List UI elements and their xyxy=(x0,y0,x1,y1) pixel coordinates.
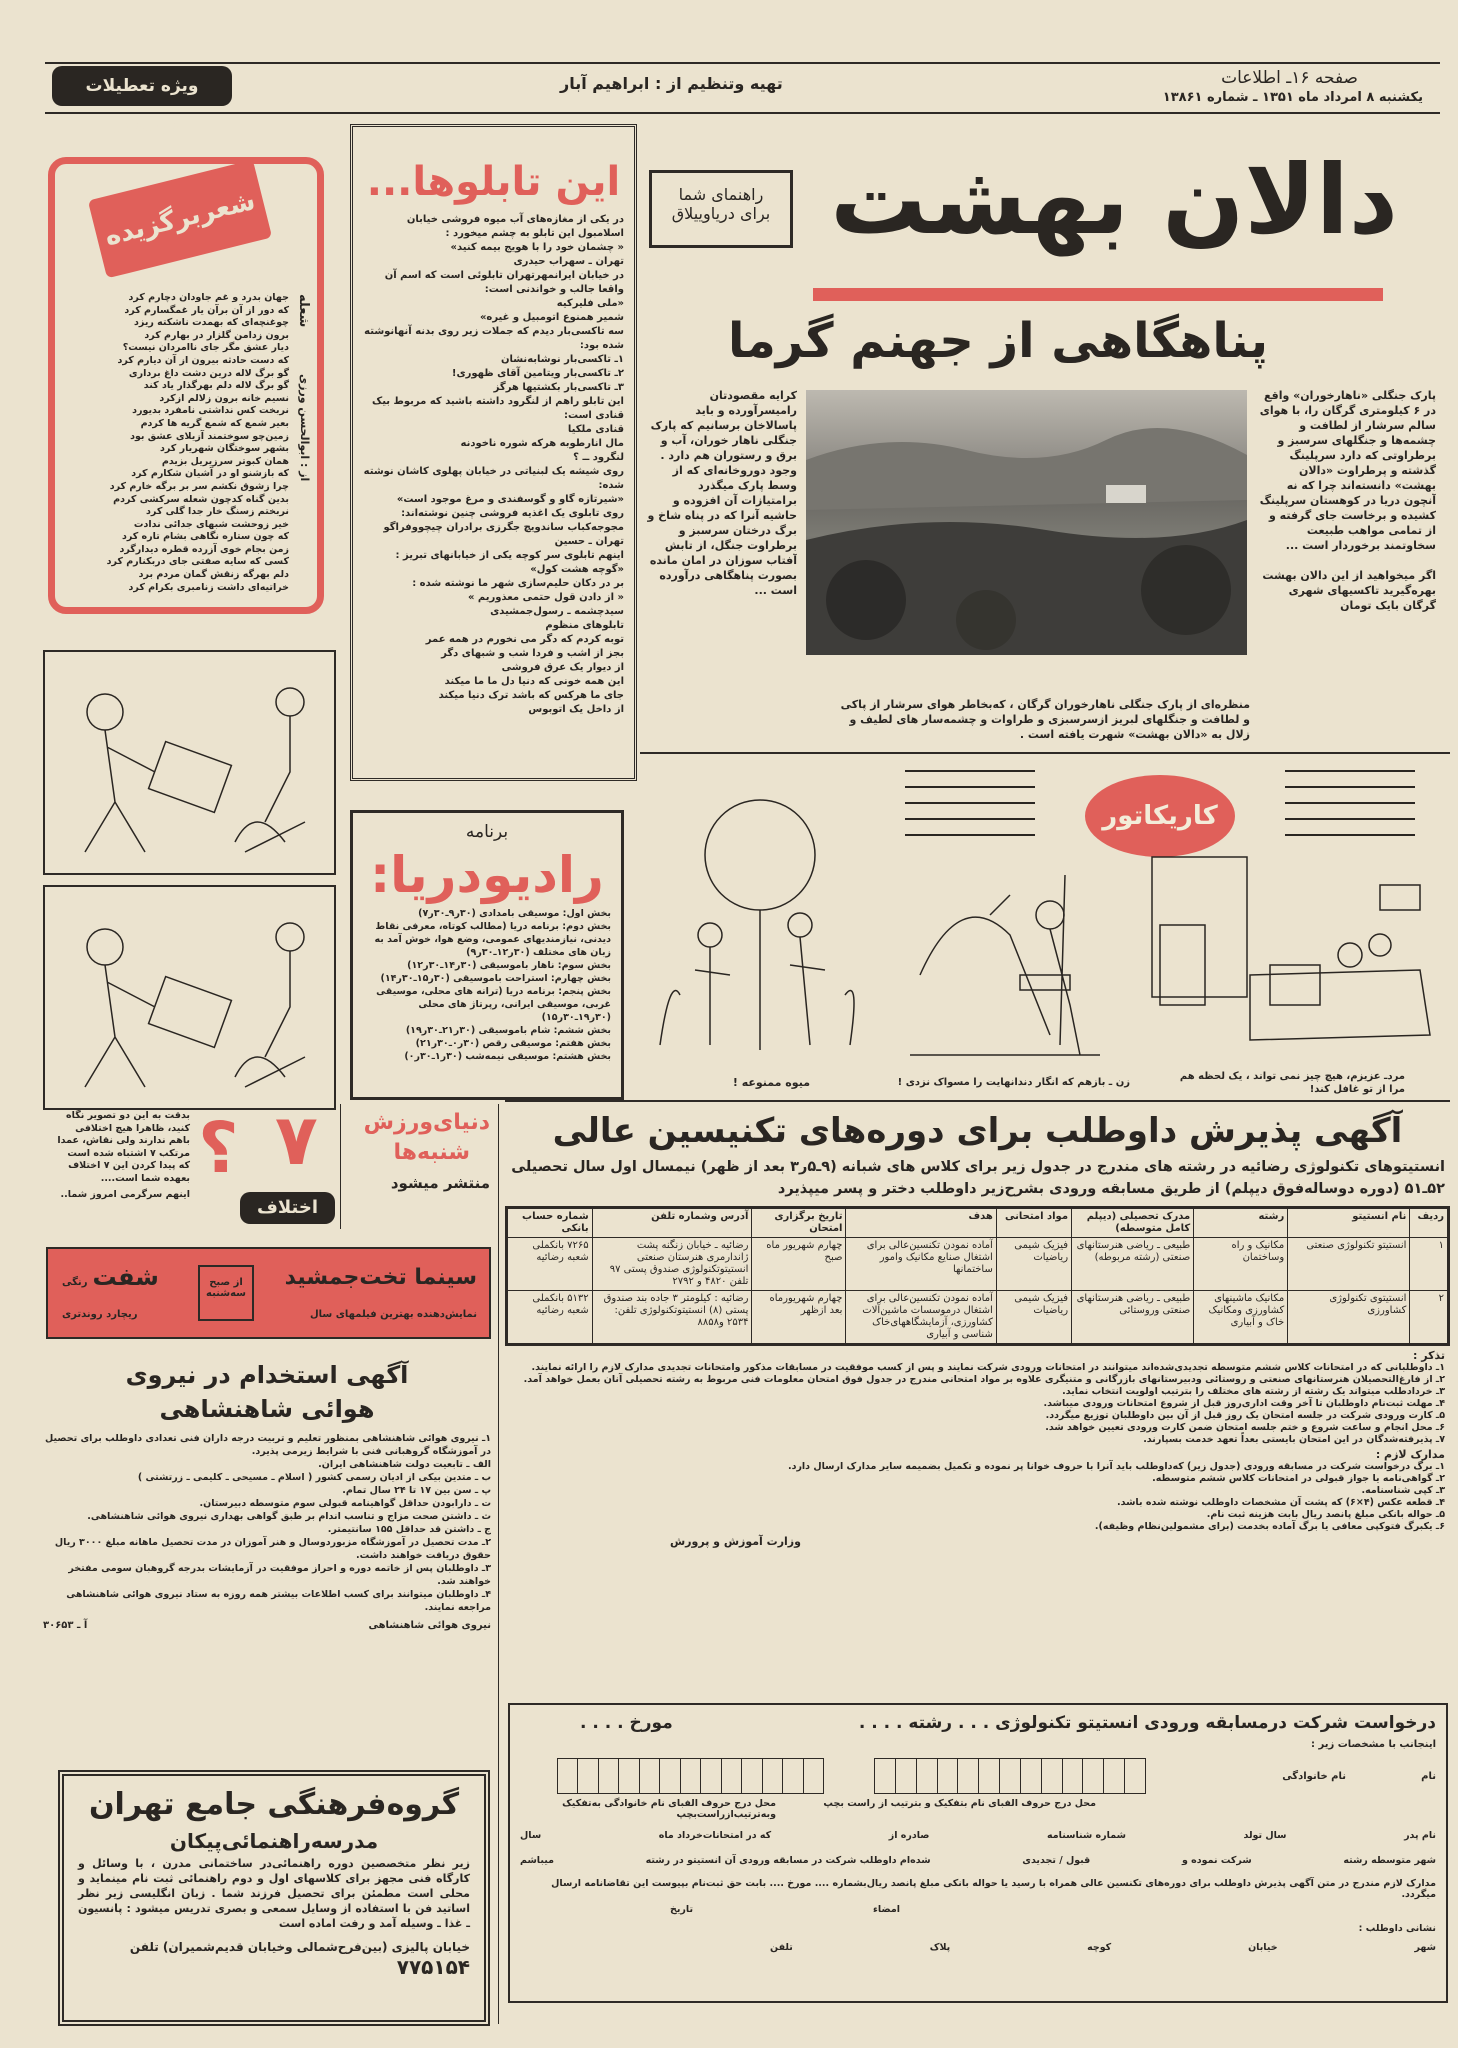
table-cell: ۲ xyxy=(1410,1291,1448,1344)
tablo-list xyxy=(363,213,624,717)
table-cell: مکانیک ماشینهای کشاورزی ومکانیک خاک و آبیاری xyxy=(1194,1291,1288,1344)
poem-line: جهان بدرد و غم جاودان دچارم کرد xyxy=(128,292,289,303)
caricature-caption-2: زن ـ بازهم که انگار دندانهایت را مسواک نزدی ! xyxy=(897,1077,1130,1088)
peykan-subtitle: مدرسه‌راهنمائی‌پیکان xyxy=(169,1829,379,1853)
airforce-body xyxy=(43,1432,491,1614)
poem-line: کسی که سایه صفتی جای دربکنارم کرد xyxy=(106,556,289,568)
park-photo xyxy=(806,390,1247,655)
article-col-right xyxy=(1256,388,1436,688)
last-name-label: نام خانوادگی xyxy=(1282,1770,1346,1782)
article-text: پارک جنگلی «ناهارخوران» واقع در ۶ کیلومتری گرگان را، با هوای سالم سرشار از لطافت و چشمه‌ها و جنگلهای سرسبز و برطراوتی که دارد سرپلینگ گذشته و پرطراوت «دالان بهشت» دانسته‌اند چرا که نه آنچون دریا در کوهستان سرپلینگ کشیده و برخاست جای گرفته و از تمامی مواهب طبیعت سخاوتمند برخوردار است ... xyxy=(1259,389,1436,552)
radio-item: بخش هفتم: موسیقی رقص (۳۰ر۰ـ۳۰ر۲۱) xyxy=(415,1038,611,1049)
differences-badge: اختلاف xyxy=(240,1192,335,1224)
table-header: هدف xyxy=(846,1209,996,1238)
tech-ad-title: آگهی پذیرش داوطلب برای دوره‌های تکنیسین عالی xyxy=(552,1111,1403,1151)
table-cell: انستیتوی تکنولوژی کشاورزی xyxy=(1288,1291,1410,1344)
application-form xyxy=(508,1703,1448,2003)
airforce-title-1: آگهی استخدام در نیروی xyxy=(125,1361,409,1389)
doc-item: ۱ـ برگ درخواست شرکت در مسابقه ورودی (جدول زیر) که‌داوطلب باید آنرا با حروف خوانا پر نموده و تکمیل بضمیمه سایر مدارک ارسال دارد. xyxy=(787,1461,1445,1472)
airforce-clause: الف ـ تابعیت دولت شاهنشاهی ایران. xyxy=(318,1459,491,1470)
tech-ad xyxy=(505,1108,1450,1698)
red-divider xyxy=(813,288,1383,301)
radio-item: بخش هشتم: موسیقی نیمه‌شب (۳۰ر۱ـ۳۰ر۰) xyxy=(404,1051,611,1062)
airforce-clause: ت ـ دارابودن حداقل گواهینامه قبولی سوم متوسطه دبیرستان. xyxy=(199,1498,491,1509)
sports-promo xyxy=(345,1108,490,1192)
note-item: ۱ـ داوطلبانی که در امتحانات کلاس ششم متوسطه تجدیدی‌شده‌اند میتوانند در امتحانات ورودی شرکت نمایند و پس از کسب موفقیت در مسابقات مذکور وامتحانات تجدیدی مدارک لازم را ارائه نمایند. xyxy=(531,1362,1445,1373)
tablo-item: تهران ـ حسین xyxy=(554,536,624,547)
poem-line: زمین‌چو سوختمند آزیلای عشق بود xyxy=(130,430,289,442)
poem-line: نربخت کس نداشتی نامفرد بدیورد xyxy=(132,405,289,417)
tech-ad-intro: انستیتوهای تکنولوژی رضائیه در رشته های مندرج در جدول زیر برای کلاس های شبانه (۹ـ۵ر۳ بعد از ظهر) نیمسال اول سال تحصیلی ۵۲ـ۵۱ (دوره دوساله‌فوق دیپلم) از طریق مسابقه ورودی بشرح‌زیر داوطلب دختر و پسر میپذیرد xyxy=(511,1159,1445,1197)
tablo-item: از دیوار یک عرق فروشی xyxy=(501,662,624,673)
last-name-cells[interactable] xyxy=(557,1758,824,1794)
radio-item: بخش ششم: شام باموسیقی (۳۰ر۲۱ـ۳۰ر۱۹) xyxy=(405,1025,611,1036)
table-header: شماره حساب بانکی xyxy=(508,1209,593,1238)
tablo-item: تهران ـ سهراب حیدری xyxy=(513,256,624,267)
tablo-item: مال انارطوبه هرکه شوره ناخودنه xyxy=(460,438,624,449)
differences-footer: اینهم سرگرمی امروز شما.. xyxy=(60,1189,190,1200)
difference-cartoon-bottom xyxy=(43,885,336,1110)
table-cell: چهارم شهریورماه بعد ازظهر xyxy=(752,1291,846,1344)
airforce-clause: پ ـ سن بین ۱۷ تا ۲۴ سال تمام. xyxy=(342,1485,491,1496)
radio-item: بخش اول: موسیقی بامدادی (۳۰ر۹ـ۳۰ر۷) xyxy=(418,908,611,919)
tablo-item: روی شیشه یک لبنیاتی در خیابان پهلوی کاشان نوشته شده: xyxy=(363,466,624,491)
poem-lines xyxy=(69,292,289,594)
doc-item: ۵ـ حواله بانکی مبلغ پانصد ریال بابت هزینه ثبت نام. xyxy=(1206,1509,1445,1520)
poem-line: که دور از آن برآن یار غمگسارم کرد xyxy=(124,304,289,316)
peykan-phone: ۷۷۵۱۵۴ xyxy=(396,1955,470,1979)
form-field-label[interactable]: سال تولد xyxy=(1243,1830,1287,1841)
film-title-group xyxy=(62,1263,159,1291)
peykan-title: گروه‌فرهنگی جامع تهران xyxy=(88,1787,460,1822)
cinema-ad xyxy=(46,1247,491,1339)
ministry-signature: وزارت آموزش و پرورش xyxy=(670,1535,801,1548)
table-cell: انستیتو تکنولوژی صنعتی xyxy=(1288,1238,1410,1291)
poem-line: گو برگ لاله دلم بهرگذار یاد کند xyxy=(143,380,289,392)
doc-item: ۶ـ یکبرگ فتوکپی معافی یا برگ آماده بخدمت (برای مشمولین‌نظام وظیفه). xyxy=(1094,1521,1445,1532)
form-statement: مدارک لازم مندرج در متن آگهی پذیرش داوطلب برای دوره‌های تکنسین عالی همراه با رسید یا حواله بانکی مبلغ پانصد ریال‌بشماره .... مورخ .... بابت حق ثبت‌نام بپیوست این تقاضانامه ارسال میگردد. xyxy=(551,1878,1436,1900)
poem-line: دلم بهرگه زنقش گمان مردم برد xyxy=(138,569,289,581)
form-field-label[interactable]: صادره از xyxy=(888,1830,930,1841)
note-item: ۲ـ از فارغ‌التحصیلان هنرستانهای صنعتی و روستائی ودبیرستانهای بازرگانی و متنیگری علاوه بر مواد امتحانی مندرج در جدول فوق امتحان معلومات فنی مربوط به رشته تحصیلی آنان بعمل خواهد آمد. xyxy=(523,1374,1445,1385)
table-cell: چهارم شهریور ماه صبح xyxy=(752,1238,846,1291)
poem-line: نسیم خانه برون زلالم ازکرد xyxy=(159,392,289,404)
poem-line: خراتیه‌ای داشت زنامبری بکرام کرد xyxy=(128,581,289,593)
address-field[interactable]: تلفن xyxy=(770,1942,793,1953)
address-label: نشانی داوطلب : xyxy=(1358,1923,1436,1934)
feature-title: دالان بهشت xyxy=(830,144,1398,256)
form-field-label[interactable]: شهر متوسطه رشته xyxy=(1343,1855,1436,1866)
form-field-label[interactable]: شماره شناسنامه xyxy=(1047,1830,1126,1841)
cartoon-forbidden-fruit xyxy=(650,795,870,1060)
tablo-item: شمیر همنوع اتومبیل و غیره» xyxy=(479,312,624,323)
table-cell: مکانیک و راه وساختمان xyxy=(1194,1238,1288,1291)
radio-item: بخش چهارم: استراحت باموسیقی (۳۰ر۱۵ـ۳۰ر۱۴) xyxy=(380,973,611,984)
doc-item: ۴ـ قطعه عکس (۴×۶) که پشت آن مشخصات داوطلب نوشته شده باشد. xyxy=(1116,1497,1445,1508)
poem-line: دیار عشق مگر جای ناامردان نیست؟ xyxy=(122,342,289,354)
note-item: ۵ـ کارت ورودی شرکت در جلسه امتحان یک روز قبل از آن بین داوطلبان توزیع میگردد. xyxy=(1045,1410,1445,1421)
airforce-clause: ۴ـ داوطلبان میتوانند برای کسب اطلاعات بیشتر همه روزه به ستاد نیروی هوائی شاهنشاهی مراجعه نمایند. xyxy=(66,1589,491,1613)
sports-subtitle: منتشر میشود xyxy=(390,1174,490,1192)
form-field-label[interactable]: شده‌ام داوطلب شرکت در مسابقه ورودی آن انستیتو در رشته xyxy=(645,1855,931,1866)
poem-author: از : ابوالحسن ورزی xyxy=(298,374,311,482)
airforce-clause: ۳ـ داوطلبان پس از خاتمه دوره و احراز موفقیت در آزمایشات بدرجه گروهبان سومی مفتخر خواهند شد. xyxy=(68,1563,491,1587)
radio-pretitle: برنامه xyxy=(465,822,509,842)
form-field-label[interactable]: که در امتحانات‌خرداد ماه xyxy=(658,1830,772,1841)
tablo-item: توبه کردم که دگر می نخورم در همه عمر xyxy=(425,634,624,645)
airforce-signature: نیروی هوائی شاهنشاهی xyxy=(368,1620,491,1631)
first-name-hint: محل درج حروف الفبای نام بتفکیک و بترتیب از راست بچپ xyxy=(823,1798,1096,1809)
tablo-item: تابلوهای منظوم xyxy=(545,620,624,631)
poem-side-label: شعله xyxy=(296,294,311,328)
tablo-box xyxy=(350,124,637,781)
poem-line: بعیر شمع که شمع گریه ها کردم xyxy=(140,417,289,429)
table-header: مواد امتحانی xyxy=(996,1209,1071,1238)
last-name-hint: محل درج حروف الفبای نام خانوادگی به‌تفکیک وبه‌ترتیب‌ازراست‌بچپ xyxy=(562,1798,776,1820)
poem-line: برون زدامن گلزار در بهارم کرد xyxy=(144,329,289,341)
poem-line: که چون ستاره نگاهی بشام تاره کرد xyxy=(121,531,289,543)
differences-text xyxy=(55,1110,190,1202)
doc-item: ۳ـ کپی شناسنامه. xyxy=(1361,1485,1445,1496)
differences-number: ۷ xyxy=(275,1099,318,1181)
table-cell: فیزیک شیمی ریاضیات xyxy=(996,1238,1071,1291)
table-header-row xyxy=(508,1209,1448,1238)
cartoon-tv-couple xyxy=(1150,855,1440,1070)
table-header: آدرس وشماره تلفن xyxy=(592,1209,752,1238)
peykan-body: زیر نظر متخصصین دوره راهنمائی‌در ساختمانی مدرن ، با وسائل و کارگاه فنی مجهز برای کلاسهای اول و دوم راهنمائی ثبت نام مینماید و محلی است مطمئن برای تحصیل فرزند شما . زبان انگلیسی زیر نظر اساتید فن با استفاده از وسایل سمعی و بصری تدریس میشود : پانسیون ـ غذا ـ وسیله آمد و رفت اماده است xyxy=(78,1857,470,1930)
note-item: ۴ـ مهلت ثبت‌نام داوطلبان تا آخر وقت اداری‌روز قبل از شروع امتحانات ورودی میباشد. xyxy=(1043,1398,1445,1409)
docs-title: مدارک لازم : xyxy=(1375,1448,1445,1461)
cinema-tagline: نمایش‌دهنده بهترین فیلمهای سال xyxy=(310,1309,477,1320)
table-cell: رضائیه ـ خیابان زنگنه پشت ژاندارمری هنرستان صنعتی انستیتوتکنولوژی صندوق پستی ۹۷ تلفن ۴۸۲۰ و ۲۷۹۲ xyxy=(592,1238,752,1291)
tablo-item: «گوچه هشت کول» xyxy=(530,564,624,575)
airforce-ad xyxy=(43,1358,491,1758)
radio-item: بخش سوم: ناهار باموسیقی (۳۰ر۱۴ـ۳۰ر۱۲) xyxy=(407,960,611,971)
feature-subtitle: پناهگاهی از جهنم گرما xyxy=(728,313,1268,369)
poem-line: گو برگ لاله درین دشت داغ برداری xyxy=(128,367,289,379)
radio-title: رادیودریا: xyxy=(370,846,604,904)
form-field-label[interactable]: میباشم xyxy=(520,1855,555,1866)
table-row xyxy=(508,1238,1448,1291)
guide-box xyxy=(649,170,793,248)
poem-line: بشهر سوختگان شهریار کرد xyxy=(160,443,289,455)
airforce-clause: ج ـ داشتن قد حداقل ۱۵۵ سانتیمتر. xyxy=(327,1524,491,1535)
guide-line-1: راهنمای شما xyxy=(678,185,764,204)
signature-field[interactable]: امضاء xyxy=(873,1904,900,1915)
note-item: ۳ـ خردادطلب میتواند یک رشته از رشته های مختلف را بترتیب اولویت انتخاب نماید. xyxy=(1062,1386,1445,1397)
radio-item: بخش دوم: برنامه دریا (مطالب کوتاه، معرفی نقاط دیدنی، نیازمندیهای عمومی، وضع هوا، خوش آمد به زبان های مختلف (۳۰ر۱۲ـ۳۰ر۹) xyxy=(374,921,611,958)
tablo-item: ۱ـ تاکسی‌بار نوشابه‌نشان xyxy=(500,354,624,365)
tablo-item: بر در دکان حلیم‌سازی شهر ما نوشته شده : xyxy=(412,578,624,589)
airforce-title-2: هوائی شاهنشاهی xyxy=(159,1395,375,1423)
radio-box xyxy=(350,810,624,1100)
tablo-item: از داخل یک اتوبوس xyxy=(528,704,624,715)
tablo-item: در یکی از مغازه‌های آب میوه فروشی خیابان اسلامبول این تابلو به چشم میخورد : xyxy=(406,214,624,239)
note-item: ۷ـ پذیرفته‌شدگان در این امتحان بایستی بعداً تعهد خدمت بسپارند. xyxy=(1143,1434,1445,1445)
photo-caption: منظره‌ای از پارک جنگلی ناهارخوران گرگان ، که‌بخاطر هوای سرشار از پاکی و لطافت و جنگلهای لبریز ازسرسبزی و طراوات و چشمه‌سار های لطیف و زلال به «دالان بهشت» شهرت یافته است . xyxy=(840,698,1250,741)
peykan-ad xyxy=(58,1770,490,2026)
tablo-item: سیدچشمه ـ رسول‌جمشیدی xyxy=(490,606,624,617)
peykan-address: خیابان پالیزی (بین‌فرح‌شمالی وخیابان قدیم‌شمیران) تلفن xyxy=(129,1940,470,1954)
page-label: صفحه ۱۶ـ اطلاعات xyxy=(1221,68,1358,88)
cartoon-hospital xyxy=(900,855,1130,1065)
cartoon-illustration xyxy=(45,887,334,1108)
airforce-clause: ب ـ متدین بیکی از ادیان رسمی کشور ( اسلام ـ مسیحی ـ کلیمی ـ زرتشتی ) xyxy=(137,1472,491,1483)
form-field-label[interactable]: سال xyxy=(520,1830,542,1841)
tablo-item: سه تاکسی‌بار دیدم که جملات زیر روی بدنه آنهانوشته شده بود: xyxy=(364,326,624,351)
airforce-clause: ث ـ داشتن صحت مزاج و تناسب اندام بر طبق گواهی بهداری نیروی هوائی شاهنشاهی. xyxy=(87,1511,491,1522)
tablo-item: «شیرتازه گاو و گوسفندی و مرغ موجود است» xyxy=(396,494,624,505)
programs-table xyxy=(507,1208,1448,1344)
poem-line: نربختم زسنگ خار جدا گلی کرد xyxy=(146,506,289,518)
table-cell: ۷۲۶۵ بانکملی شعبه رضائیه xyxy=(508,1238,593,1291)
table-cell: آماده نمودن تکنسین‌عالی برای اشتغال درموسسات ماشین‌آلات کشاورزی، آزمایشگاههای‌خاک شناسی و آبیاری xyxy=(846,1291,996,1344)
address-field[interactable]: شهر xyxy=(1414,1942,1436,1953)
tablo-item: « از دادن قول حتمی معذوریم » xyxy=(467,592,624,603)
poem-line: که دست حادثه بیرون از آن دیارم کرد xyxy=(117,354,289,366)
airforce-clause: ۲ـ مدت تحصیل در آموزشگاه مزبوردوسال و هنر آموزان در مدت تحصیل ماهانه مبلغ ۳۰۰۰ ریال حقوق دریافت خواهند داشت. xyxy=(54,1537,491,1561)
poem-title: شعربرگزیده xyxy=(88,160,272,279)
peykan-address-line xyxy=(78,1936,470,1979)
poem-line: چرا زشوق نکشم سر بر برگه خارم کرد xyxy=(109,480,289,492)
tablo-item: ۳ـ تاکسی‌بار بکشتیها هرگز xyxy=(493,382,624,393)
table-cell: آماده نمودن تکنسین‌عالی برای اشتغال صنایع مکانیک وامور ساختمانها xyxy=(846,1238,996,1291)
film-title: شفت xyxy=(92,1263,159,1291)
tablo-item: قنادی ملکیا xyxy=(567,424,624,435)
differences-instructions: بدقت به این دو تصویر نگاه کنید، ظاهرا هیچ اختلافی باهم ندارند ولی نقاش، عمدا مرتکب ۷ اشتباه شده است که پیدا کردن این ۷ اختلاف بعهده شما است.... xyxy=(57,1110,190,1184)
article-col-left: کرایه مقصودتان رامیسرآورده و باید پاسالاخان برسانیم که پارک جنگلی ناهار خوران، آب و برق و رستوران هم دارد . وجود دوروخانه‌ای که از وسط پارک میگذرد برامتیازات آن افزوده و حاشیه آنرا که در پناه شاخ و برگ درختان سرسبز و برطراوت جنگل، از تابش آفتاب سوزان در امان مانده بصورت پناهگاهی درآورده است ... xyxy=(647,389,797,597)
poem-line: که بازشنو او در آشیان شکارم کرد xyxy=(131,468,289,480)
address-field[interactable]: کوچه xyxy=(1087,1942,1112,1953)
form-title: درخواست شرکت درمسابقه ورودی انستیتو تکنولوژی . . . رشته . . . . xyxy=(858,1713,1436,1733)
section-badge: ویژه تعطیلات تابستانی xyxy=(52,66,232,106)
first-name-cells[interactable] xyxy=(874,1758,1146,1794)
table-header: مدرک تحصیلی (دیپلم کامل متوسطه) xyxy=(1072,1209,1194,1238)
tablo-item: ۲ـ تاکسی‌بار ویتامین آقای ظهوری! xyxy=(451,368,624,379)
table-header: نام انستیتو xyxy=(1288,1209,1410,1238)
table-cell: رضائیه : کیلومتر ۳ جاده بند صندوق پستی (۸) انستیتوتکنولوژی تلفن: ۲۵۳۴ و۸۸۵۸ xyxy=(592,1291,752,1344)
table-cell: ۵۱۳۲ بانکملی شعبه رضائیه xyxy=(508,1291,593,1344)
editor-credit: تهیه وتنظیم از : ابراهیم آبار xyxy=(560,74,783,93)
form-field-label[interactable]: قبول / تجدیدی xyxy=(1022,1855,1091,1866)
cinema-when xyxy=(198,1265,254,1321)
form-date: مورخ . . . . xyxy=(580,1713,673,1733)
tablo-item: روی تابلوی یک اغذیه فروشی چنین نوشته‌اند: xyxy=(401,508,624,519)
tablo-item: این همه خونی که دنیا دل ما ما میکند xyxy=(444,676,624,687)
question-mark: ؟ xyxy=(198,1107,239,1189)
doc-item: ۲ـ گواهی‌نامه یا جواز قبولی در امتحانات کلاس ششم متوسطه. xyxy=(1152,1473,1445,1484)
tablo-item: این تابلو راهم از لنگرود داشته باشید که مربوط بیک قنادی است: xyxy=(371,396,624,421)
article-text-end: اگر میخواهید از این دالان بهشت بهره‌گیرید تاکسیهای شهری گرگان بایک تومان xyxy=(1262,569,1436,612)
address-field[interactable]: خیابان xyxy=(1248,1942,1278,1953)
tablo-item: جای ما هرکس که باشد ترک دنیا میکند xyxy=(438,690,624,701)
cinema-name: سینما تخت‌جمشید xyxy=(284,1265,477,1290)
note-item: ۶ـ محل انجام و ساعت شروع و ختم جلسه امتحان ضمن کارت ورودی تعیین خواهد شد. xyxy=(1045,1422,1445,1433)
date-line: یکشنبه ۸ امرداد ماه ۱۳۵۱ ـ شماره ۱۳۸۶۱ xyxy=(1162,90,1423,105)
tablo-item: «ملی فلیرکیه xyxy=(556,298,624,309)
tablo-item: در خیابان ایرانمهرتهران تابلوئی است که اسم آن واقعا جالب و خواندنی است: xyxy=(384,270,624,295)
sports-title-1: دنیای‌ورزش xyxy=(363,1110,490,1135)
airforce-code: آ ـ ۳۰۶۵۳ xyxy=(43,1620,88,1631)
tablo-item: « چشمان خود را با هویج بیمه کنید» xyxy=(450,242,624,253)
difference-cartoon-top xyxy=(43,650,336,875)
form-intro: اینجانب با مشخصات زیر : xyxy=(1311,1739,1436,1750)
radio-item: بخش پنجم: برنامه دریا (ترانه های محلی، موسیقی غربی، موسیقی ایرانی، رپرتاژ های محلی (۳۰ر۱۹ـ۳۰ر۱۵) xyxy=(376,986,611,1023)
first-name-label: نام xyxy=(1421,1770,1436,1782)
tech-ad-table xyxy=(505,1206,1450,1346)
table-header: ردیف xyxy=(1410,1209,1448,1238)
sports-title-2: شنبه‌ها xyxy=(393,1140,470,1165)
table-header: رشته xyxy=(1194,1209,1288,1238)
address-field[interactable]: پلاک xyxy=(929,1942,951,1953)
cartoon-illustration xyxy=(45,652,334,873)
film-actor: ریچارد روندتری xyxy=(62,1309,138,1320)
tablo-item: لنگرود ــ ؟ xyxy=(573,452,624,463)
table-cell: طبیعی ـ ریاضی هنرستانهای صنعتی (رشته مربوطه) xyxy=(1072,1238,1194,1291)
notes-title: تذکر : xyxy=(1413,1349,1445,1362)
caricature-caption-3: میوه ممنوعه ! xyxy=(732,1076,810,1089)
tablo-title: این تابلوها... xyxy=(366,159,621,205)
table-row xyxy=(508,1291,1448,1344)
radio-schedule xyxy=(363,907,611,1063)
caricature-badge: کاریکاتور xyxy=(1085,775,1235,857)
poem-line: بدین گناه کدچون شعله سرکشی کردم xyxy=(113,493,289,505)
tablo-item: بجز از اشب و فردا شب و شبهای دگر xyxy=(441,648,624,659)
date-field[interactable]: تاریخ xyxy=(670,1904,694,1915)
poem-box xyxy=(48,157,324,614)
caricature-lines xyxy=(905,770,1035,840)
caricature-lines xyxy=(1285,770,1415,840)
cinema-when-line: سه‌شنبه xyxy=(206,1288,246,1299)
tech-ad-notes xyxy=(505,1350,1450,1548)
tablo-item: اینهم تابلوی سر کوچه یکی از خیابانهای تبریز : xyxy=(395,550,624,561)
guide-line-2: برای دریاوییلاق xyxy=(671,204,771,223)
form-field-label[interactable]: شرکت نموده و xyxy=(1181,1855,1252,1866)
poem-line: چوغنچه‌ای که بهمدت ناشکته ریزد xyxy=(134,317,289,329)
cinema-when-line: از صبح xyxy=(209,1277,243,1288)
table-cell: ۱ xyxy=(1410,1238,1448,1291)
landscape-illustration xyxy=(806,390,1247,655)
poem-line: خیر زوحشت شبهای جدائی ندادت xyxy=(133,518,289,530)
caricature-caption-1: مردـ عزیزم، هیچ چیز نمی تواند ، یک لحظه هم مرا از تو غافل کند! xyxy=(1179,1071,1405,1095)
poem-line: همان کبوتر سرزیریل بزیدم xyxy=(161,455,289,467)
table-header: تاریخ برگزاری امتحان xyxy=(752,1209,846,1238)
table-cell: فیزیک شیمی ریاضیات xyxy=(996,1291,1071,1344)
airforce-clause: ۱ـ نیروی هوائی شاهنشاهی بمنظور تعلیم و تربیت درجه داران فنی تعدادی داوطلب برای تحصیل در آموزشگاه گروهبانی فنی با شرایط زیرمی پذیرد. xyxy=(45,1433,491,1457)
tablo-item: مجوجه‌کباب ساندویچ جگرزی برادران چیچووفراگو xyxy=(383,522,624,533)
film-tag: رنگی xyxy=(62,1277,88,1288)
poem-line: زمن بجام خوی آزرده قطره دیدارگرد xyxy=(119,543,289,555)
form-field-label[interactable]: نام پدر xyxy=(1404,1830,1436,1841)
table-cell: طبیعی ـ ریاضی هنرستانهای صنعتی وروستائی xyxy=(1072,1291,1194,1344)
